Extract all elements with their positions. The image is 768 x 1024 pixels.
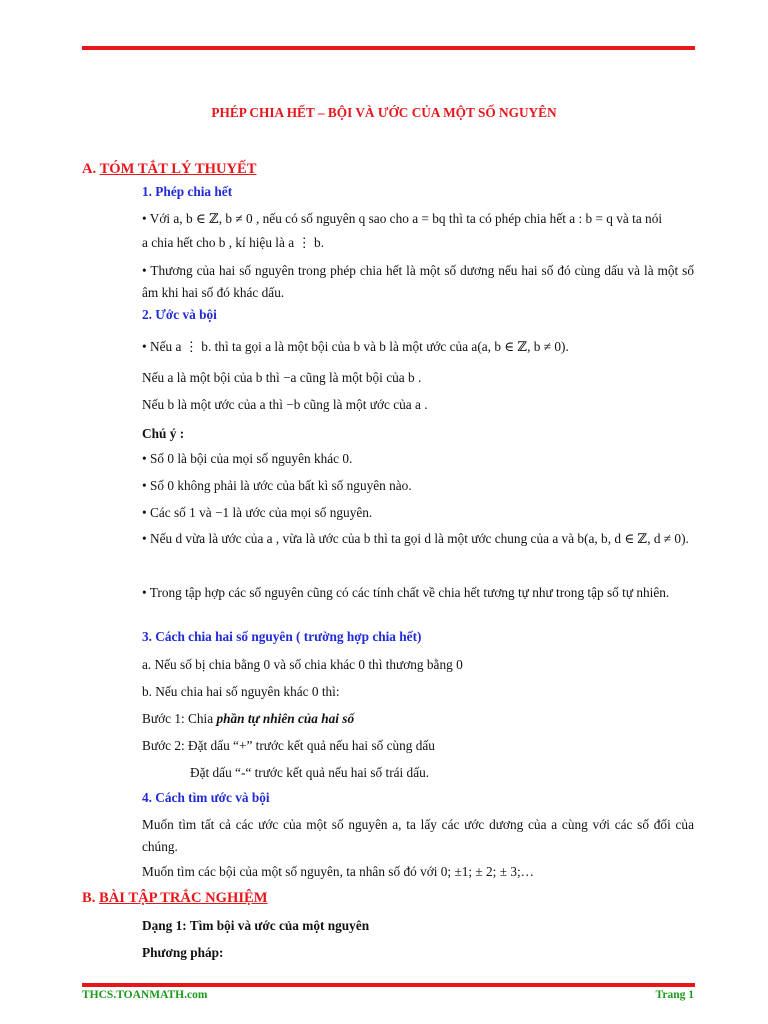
- s2-paragraph-1: • Nếu a ⋮ b. thì ta gọi a là một bội của b và b là một ước của a(a, b ∈ ℤ, b ≠ 0).: [142, 339, 569, 354]
- s3-item-a: a. Nếu số bị chia bằng 0 và số chia khác 0 thì thương bằng 0: [142, 657, 463, 672]
- s1-paragraph-1: • Với a, b ∈ ℤ, b ≠ 0 , nếu có số nguyên q sao cho a = bq thì ta có phép chia hết a : b = q và ta nói: [142, 211, 663, 226]
- page-title: PHÉP CHIA HẾT – BỘI VÀ ƯỚC CỦA MỘT SỐ NGUYÊN: [211, 105, 557, 120]
- s2-note-label: Chú ý :: [142, 426, 185, 441]
- s2-note-5: • Trong tập hợp các số nguyên cũng có các tính chất về chia hết tương tự như trong tập số tự nhiên.: [142, 585, 670, 600]
- s3-step-1: [142, 708, 694, 730]
- s4-paragraph-2: Muốn tìm các bội của một số nguyên, ta nhân số đó với 0; ±1; ± 2; ± 3;…: [142, 864, 534, 879]
- s3-step-2: Bước 2: Đặt dấu “+” trước kết quả nếu hai số cùng dấu: [142, 738, 435, 753]
- s4-paragraph-1: Muốn tìm tất cả các ước của một số nguyên a, ta lấy các ước dương của a cùng với các số đối của chúng.: [142, 817, 694, 854]
- top-red-rule: [82, 46, 695, 50]
- s2-note-4: • Nếu d vừa là ước của a , vừa là ước của b thì ta gọi d là một ước chung của a và b(a, b, d ∈ ℤ, d ≠ 0).: [142, 531, 689, 546]
- bottom-red-rule: [82, 983, 695, 987]
- section-a-text: TÓM TẮT LÝ THUYẾT: [99, 161, 257, 177]
- phuong-phap-label: Phương pháp:: [142, 945, 224, 960]
- s2-paragraph-3: Nếu b là một ước của a thì −b cũng là một ước của a .: [142, 397, 428, 412]
- s1-paragraph-1b: a chia hết cho b , kí hiệu là a ⋮ b.: [142, 235, 325, 250]
- section-b-text: BÀI TẬP TRẮC NGHIỆM: [99, 890, 268, 906]
- heading-uoc-va-boi: 2. Ước và bội: [142, 307, 217, 322]
- s3-item-b: b. Nếu chia hai số nguyên khác 0 thì:: [142, 684, 340, 699]
- footer-site[interactable]: THCS.TOANMATH.com: [82, 989, 208, 1001]
- heading-cach-tim: 4. Cách tìm ước và bội: [142, 790, 270, 805]
- s2-note-1: • Số 0 là bội của mọi số nguyên khác 0.: [142, 451, 353, 466]
- s3-step-1-label: Bước 1: Chia: [142, 711, 217, 726]
- s1-paragraph-2: • Thương của hai số nguyên trong phép chia hết là một số dương nếu hai số đó cùng dấu và là một số âm khi hai số đó khác dấu.: [142, 263, 694, 300]
- s2-note-3: • Các số 1 và −1 là ước của mọi số nguyên.: [142, 505, 373, 520]
- heading-cach-chia: 3. Cách chia hai số nguyên ( trường hợp chia hết): [142, 629, 422, 644]
- section-a-label: A.: [82, 161, 100, 177]
- section-b-heading: [82, 890, 268, 907]
- section-b-label: B.: [82, 890, 100, 906]
- footer-page-number: Trang 1: [655, 989, 694, 1001]
- s3-step-1-emphasis: phần tự nhiên của hai số: [216, 711, 355, 726]
- s2-note-2: • Số 0 không phải là ước của bất kì số nguyên nào.: [142, 478, 412, 493]
- s3-step-2b: Đặt dấu “-“ trước kết quả nếu hai số trái dấu.: [190, 765, 430, 780]
- dang-1-heading: Dạng 1: Tìm bội và ước của một nguyên: [142, 918, 370, 933]
- s2-paragraph-2: Nếu a là một bội của b thì −a cũng là một bội của b .: [142, 370, 422, 385]
- heading-phep-chia-het: 1. Phép chia hết: [142, 184, 233, 199]
- section-a-heading: [82, 161, 257, 178]
